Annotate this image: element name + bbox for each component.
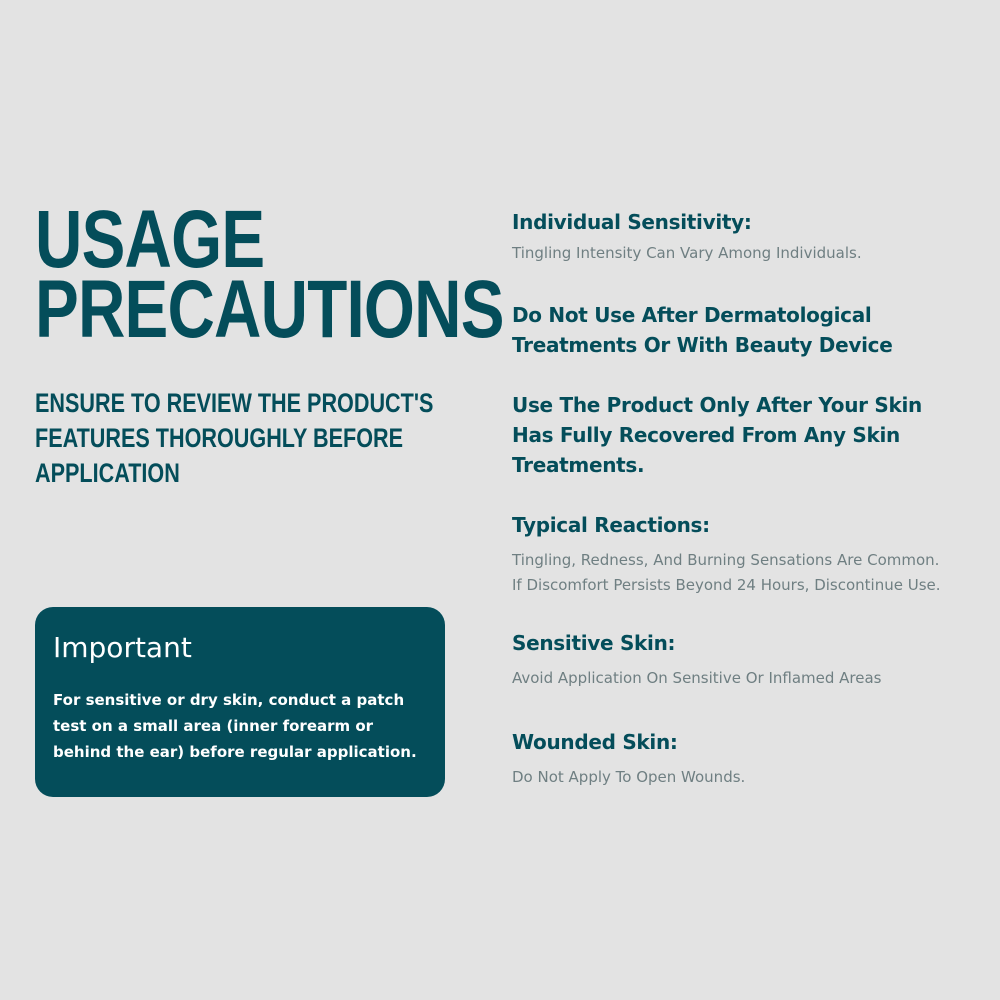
precaution-heading: Individual Sensitivity: xyxy=(512,210,752,234)
precaution-wounded-skin xyxy=(512,727,972,790)
precaution-body-line: If Discomfort Persists Beyond 24 Hours, Discontinue Use. xyxy=(512,576,941,594)
page-subtitle-line-2: FEATURES THOROUGHLY BEFORE xyxy=(35,423,404,453)
precaution-heading: Sensitive Skin: xyxy=(512,631,676,655)
precautions-list xyxy=(512,207,972,790)
page-title-line-1: USAGE xyxy=(35,194,265,285)
page-subtitle xyxy=(35,386,435,491)
precaution-heading: Typical Reactions: xyxy=(512,513,710,537)
precaution-heading: Use The Product Only After Your Skin Has Fully Recovered From Any Skin Treatments. xyxy=(512,393,922,477)
precaution-recovery xyxy=(512,390,972,480)
page-subtitle-line-1: ENSURE TO REVIEW THE PRODUCT'S xyxy=(35,388,434,418)
precaution-body-line: Avoid Application On Sensitive Or Inflamed Areas xyxy=(512,669,882,687)
page-title xyxy=(35,194,504,355)
page-title-line-2: PRECAUTIONS xyxy=(35,264,504,355)
precaution-heading: Do Not Use After Dermatological Treatments Or With Beauty Device xyxy=(512,303,893,357)
precaution-heading: Wounded Skin: xyxy=(512,730,678,754)
precaution-individual-sensitivity xyxy=(512,207,972,266)
page-subtitle-line-3: APPLICATION xyxy=(35,458,180,488)
precaution-body xyxy=(512,548,972,598)
precaution-body xyxy=(512,765,972,790)
important-callout xyxy=(35,607,445,797)
precaution-body-line: Do Not Apply To Open Wounds. xyxy=(512,768,746,786)
precaution-typical-reactions xyxy=(512,510,972,598)
important-text: For sensitive or dry skin, conduct a patch test on a small area (inner forearm or behind the ear) before regular application. xyxy=(53,691,417,761)
precaution-dermatological xyxy=(512,300,972,360)
important-title: Important xyxy=(53,631,192,664)
precaution-body xyxy=(512,241,972,266)
precaution-sensitive-skin xyxy=(512,628,972,691)
precaution-body-line: Tingling Intensity Can Vary Among Individuals. xyxy=(512,244,862,262)
precaution-body-line: Tingling, Redness, And Burning Sensations Are Common. xyxy=(512,551,940,569)
precaution-body xyxy=(512,666,972,691)
